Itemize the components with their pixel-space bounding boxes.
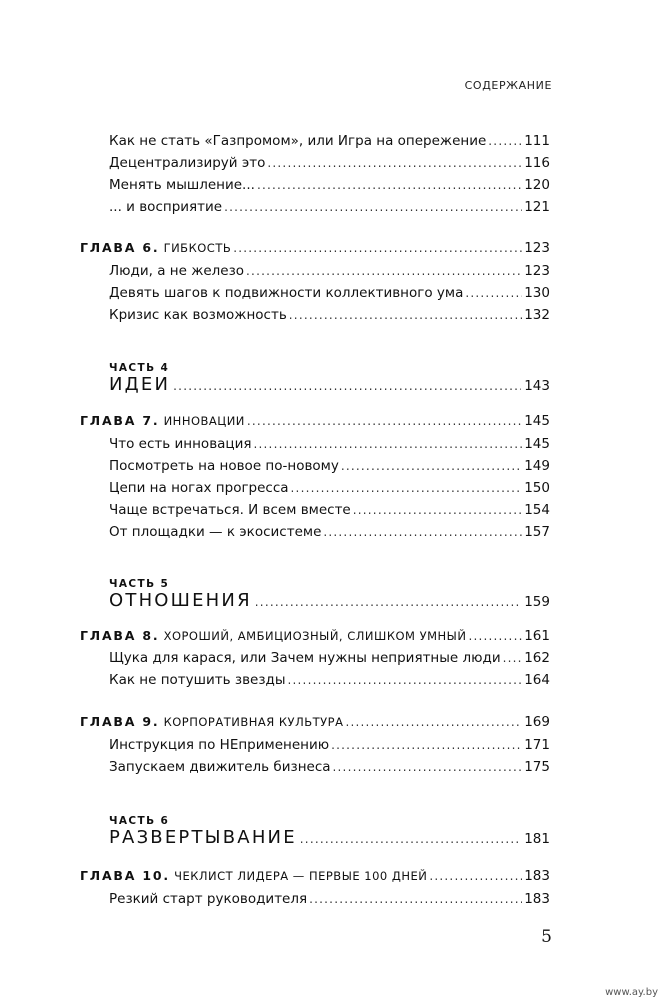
leader-dots: [291, 481, 523, 495]
part-title: ИДЕИ: [109, 374, 171, 395]
leader-dots: [255, 595, 521, 609]
section-row: [109, 502, 550, 518]
page-ref: 143: [524, 378, 550, 394]
section-title: Запускаем движитель бизнеса: [109, 759, 331, 775]
part-label: ЧАСТЬ 6: [109, 815, 170, 827]
page-ref: 123: [524, 240, 550, 256]
page-ref: 120: [524, 177, 550, 193]
part-label: ЧАСТЬ 5: [109, 578, 170, 590]
chapter-row: [80, 628, 550, 644]
page-ref: 162: [524, 650, 550, 666]
section-row: [109, 133, 550, 149]
part-label: ЧАСТЬ 4: [109, 362, 170, 374]
chapter-row: [80, 868, 550, 884]
leader-dots: [224, 200, 522, 214]
leader-dots: [247, 414, 522, 428]
section-title: Инструкция по НЕприменению: [109, 737, 330, 753]
leader-dots: [246, 264, 522, 278]
leader-dots: [289, 308, 522, 322]
leader-dots: [488, 134, 522, 148]
section-title: От площадки — к экосистеме: [109, 524, 322, 540]
page-ref: 183: [524, 868, 550, 884]
section-row: [109, 672, 550, 688]
section-row: [109, 285, 550, 301]
section-title: Посмотреть на новое по-новому: [109, 458, 339, 474]
page-ref: 149: [524, 458, 550, 474]
watermark: www.ay.by: [605, 987, 658, 998]
page-ref: 154: [524, 502, 550, 518]
chapter-title: ИННОВАЦИИ: [163, 414, 245, 428]
part-title: РАЗВЕРТЫВАНИЕ: [109, 827, 297, 848]
leader-dots: [257, 178, 522, 192]
chapter-title: ЧЕКЛИСТ ЛИДЕРА — ПЕРВЫЕ 100 ДНЕЙ: [174, 869, 428, 883]
section-title: Как не потушить звезды: [109, 672, 286, 688]
section-title: Кризис как возможность: [109, 307, 287, 323]
section-row: [109, 199, 550, 215]
page-ref: 132: [524, 307, 550, 323]
section-row: [109, 436, 550, 452]
section-title: Менять мышление...: [109, 177, 255, 193]
section-row: [109, 458, 550, 474]
chapter-title: ХОРОШИЙ, АМБИЦИОЗНЫЙ, СЛИШКОМ УМНЫЙ: [163, 629, 467, 643]
leader-dots: [173, 379, 521, 393]
section-row: [109, 177, 550, 193]
section-row: [109, 891, 550, 907]
page-ref: 130: [524, 285, 550, 301]
section-title: Что есть инновация: [109, 436, 252, 452]
page-ref: 157: [524, 524, 550, 540]
leader-dots: [465, 286, 522, 300]
leader-dots: [429, 869, 522, 883]
page-number: 5: [541, 927, 552, 947]
leader-dots: [323, 525, 522, 539]
leader-dots: [300, 832, 521, 846]
page-ref: 164: [524, 672, 550, 688]
section-row: [109, 524, 550, 540]
page-ref: 175: [524, 759, 550, 775]
chapter-number: ГЛАВА 8.: [80, 628, 160, 643]
section-row: [109, 263, 550, 279]
section-title: Резкий старт руководителя: [109, 891, 308, 907]
chapter-row: [80, 240, 550, 256]
section-title: Как не стать «Газпромом», или Игра на опережение: [109, 133, 487, 149]
page-ref: 150: [524, 480, 550, 496]
chapter-title: ГИБКОСТЬ: [163, 241, 232, 255]
leader-dots: [503, 651, 523, 665]
page-ref: 183: [524, 891, 550, 907]
section-row: [109, 737, 550, 753]
section-row: [109, 307, 550, 323]
section-title: Люди, а не железо: [109, 263, 245, 279]
page-ref: 169: [524, 714, 550, 730]
section-title: Девять шагов к подвижности коллективного ума: [109, 285, 464, 301]
section-title: Чаще встречаться. И всем вместе: [109, 502, 351, 518]
leader-dots: [309, 892, 522, 906]
page-ref: 171: [524, 737, 550, 753]
section-title: Децентрализируй это: [109, 155, 266, 171]
part-title: ОТНОШЕНИЯ: [109, 590, 252, 611]
leader-dots: [233, 241, 522, 255]
leader-dots: [341, 459, 522, 473]
leader-dots: [353, 503, 522, 517]
part-title-row: [109, 374, 550, 395]
page-ref: 181: [524, 831, 550, 847]
page-ref: 159: [524, 594, 550, 610]
page-ref: 121: [524, 199, 550, 215]
page-ref: 161: [524, 628, 550, 644]
section-title: Щука для карася, или Зачем нужны неприятные люди: [109, 650, 501, 666]
page-ref: 116: [524, 155, 550, 171]
chapter-number: ГЛАВА 10.: [80, 868, 170, 883]
leader-dots: [345, 715, 522, 729]
page-ref: 123: [524, 263, 550, 279]
leader-dots: [288, 673, 523, 687]
section-row: [109, 759, 550, 775]
chapter-row: [80, 413, 550, 429]
chapter-number: ГЛАВА 6.: [80, 240, 160, 255]
section-title: Цепи на ногах прогресса: [109, 480, 289, 496]
chapter-number: ГЛАВА 7.: [80, 413, 160, 428]
leader-dots: [468, 629, 522, 643]
chapter-row: [80, 714, 550, 730]
section-row: [109, 480, 550, 496]
chapter-number: ГЛАВА 9.: [80, 714, 160, 729]
leader-dots: [331, 738, 522, 752]
section-row: [109, 155, 550, 171]
section-title: ... и восприятие: [109, 199, 223, 215]
leader-dots: [333, 760, 523, 774]
running-head: СОДЕРЖАНИЕ: [464, 79, 552, 92]
part-title-row: [109, 827, 550, 848]
section-row: [109, 650, 550, 666]
leader-dots: [267, 156, 522, 170]
leader-dots: [254, 437, 523, 451]
page-ref: 145: [524, 436, 550, 452]
page-ref: 111: [524, 133, 550, 149]
page-ref: 145: [524, 413, 550, 429]
chapter-title: КОРПОРАТИВНАЯ КУЛЬТУРА: [163, 715, 344, 729]
part-title-row: [109, 590, 550, 611]
